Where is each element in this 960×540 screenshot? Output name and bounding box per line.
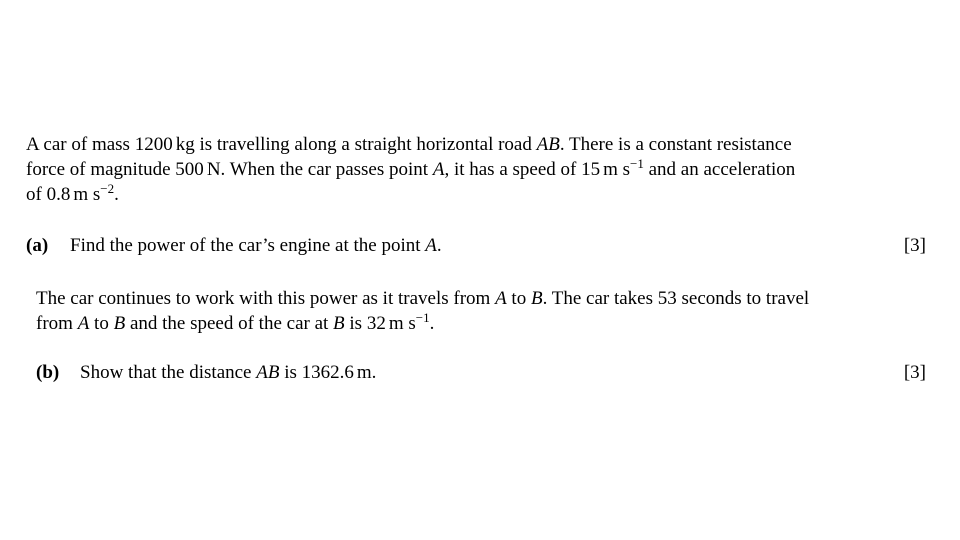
- intro-line-3: [26, 182, 795, 207]
- question-text: [70, 235, 442, 256]
- intro-text: A car of mass 1200: [26, 134, 173, 155]
- question-label: (b): [36, 362, 60, 383]
- question-b: [36, 360, 926, 385]
- intro-text: force of magnitude 500: [26, 159, 204, 180]
- exponent: −2: [100, 181, 115, 196]
- intro-text: , it has a speed of 15: [444, 159, 601, 180]
- continuation-text: is 32: [349, 313, 386, 334]
- continuation-text: from: [36, 313, 73, 334]
- exponent: −1: [630, 156, 644, 171]
- intro-text: . There is a constant resistance: [559, 134, 792, 155]
- continuation-text: and the speed of the car at: [129, 313, 329, 334]
- continuation-text: .: [429, 313, 435, 334]
- continuation-line-2: [36, 311, 809, 336]
- road-label: AB: [536, 134, 560, 155]
- intro-text: kg is travelling along a straight horizontal road: [175, 134, 532, 155]
- question-text: [80, 362, 376, 383]
- point-label: B: [530, 288, 543, 309]
- question-label: (a): [26, 235, 49, 256]
- point-label: B: [113, 313, 126, 334]
- unit-text: m s: [388, 313, 416, 334]
- continuation-text: . The car takes 53 seconds to travel: [542, 288, 810, 309]
- unit-text: m s: [73, 184, 101, 205]
- question-text-part: .: [436, 235, 442, 256]
- point-label: A: [495, 288, 507, 309]
- question-text-part: Find the power of the car’s engine at the point: [70, 235, 421, 256]
- marks-label: [3]: [903, 362, 926, 383]
- question-text-part: Show that the distance: [80, 362, 252, 383]
- intro-line-1: [26, 132, 795, 157]
- exponent: −1: [415, 310, 430, 325]
- intro-text: of 0.8: [26, 184, 71, 205]
- continuation-text: to: [94, 313, 109, 334]
- intro-text: .: [114, 184, 119, 205]
- continuation-line-1: [36, 286, 809, 311]
- point-label: A: [77, 313, 90, 334]
- question-a: [26, 233, 926, 258]
- unit-text: m s: [603, 159, 631, 180]
- point-label: A: [425, 235, 437, 256]
- intro-line-2: [26, 157, 795, 182]
- point-label: B: [333, 313, 345, 334]
- segment-label: AB: [256, 362, 280, 383]
- problem-intro: [26, 132, 795, 207]
- intro-text: N. When the car passes point: [206, 159, 429, 180]
- unit-text: m.: [356, 362, 377, 383]
- point-label: A: [432, 159, 445, 180]
- problem-continuation: [36, 286, 809, 336]
- continuation-text: to: [511, 288, 527, 309]
- intro-text: and an acceleration: [643, 159, 796, 180]
- continuation-text: The car continues to work with this power as it travels from: [36, 288, 491, 309]
- question-text-part: is 1362.6: [284, 362, 354, 383]
- marks-label: [3]: [903, 235, 926, 256]
